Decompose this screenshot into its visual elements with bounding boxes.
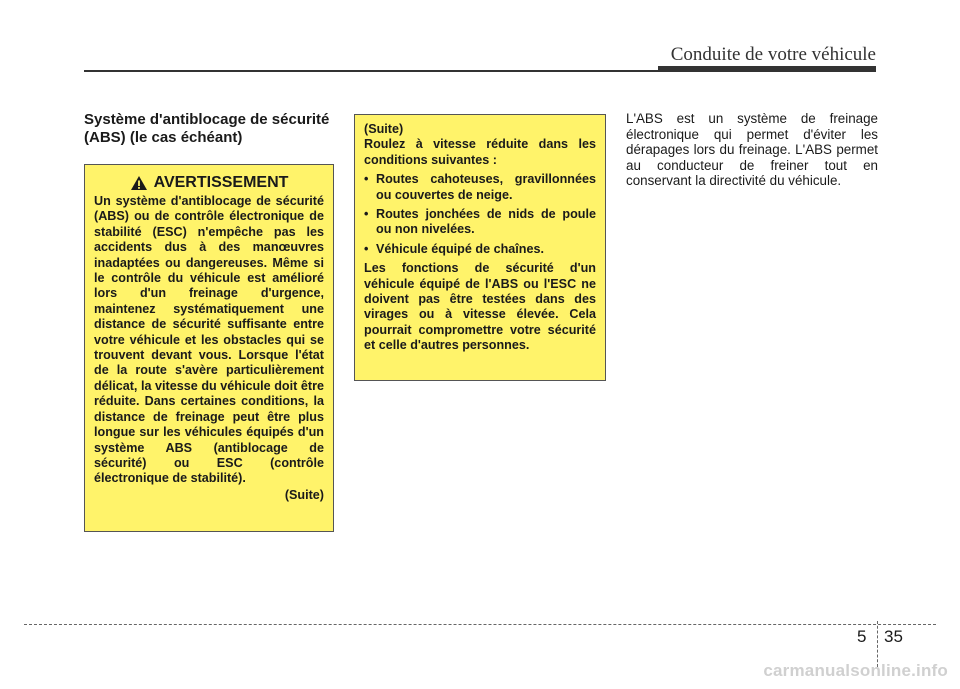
warning-header [94,174,324,192]
page-number: 35 [884,627,903,646]
warning-continued-box [354,114,606,381]
continued-heading: (Suite) [364,122,404,136]
continued-closing: Les fonctions de sécurité d'un véhicule équipé de l'ABS ou l'ESC ne doivent pas être testées dans des virages ou à vitesse élevée. Cela pourrait compromettre votre sécurité et celle d'autres personnes. [364,261,596,353]
footer-rule [24,624,936,625]
list-item-text: Véhicule équipé de chaînes. [376,241,544,256]
list-item [364,172,596,203]
watermark: carmanualsonline.info [763,661,948,680]
running-header-title: Conduite de votre véhicule [670,44,876,65]
warning-body: Un système d'antiblocage de sécurité (ABS) ou de contrôle électronique de stabilité (ESC) n'empêche pas les accidents dus à des manœuvres inadaptées ou dangereuses. Même si le contrôle du véhicule est amélioré lors d'un freinage d'urgence, maintenez systématiquement une distance de sécurité suffisante entre votre véhicule et les obstacles qui se trouvent devant vous. Lorsque l'état de la route s'avère particulièrement délicat, la vitesse du véhicule doit être réduite. Dans certaines conditions, la distance de freinage peut être plus longue sur les véhicules équipés d'un système ABS (antiblocage de sécurité) ou ESC (contrôle électronique de stabilité). [94,194,324,486]
list-item-text: Routes cahoteuses, gravillonnées ou couvertes de neige. [376,172,596,202]
warning-box [84,164,334,532]
warning-continued-label: (Suite) [284,487,324,502]
warning-heading: AVERTISSEMENT [153,174,289,191]
header-rule-accent [658,66,876,71]
list-item-text: Routes jonchées de nids de poule ou non nivelées. [376,207,596,237]
list-item [364,242,596,257]
chapter-number: 5 [857,627,867,646]
list-item [364,207,596,238]
warning-triangle-icon [130,175,148,191]
section-heading: Système d'antiblocage de sécurité (ABS) (le cas échéant) [84,111,330,146]
abs-description: L'ABS est un système de freinage électronique qui permet d'éviter les dérapages lors du freinage. L'ABS permet au conducteur de freiner tout en conservant la directivité du véhicule. [626,111,878,189]
bullet-icon: • [364,241,369,256]
bullet-icon: • [364,207,369,222]
bullet-icon: • [364,172,369,187]
continued-intro: Roulez à vitesse réduite dans les conditions suivantes : [364,137,596,167]
